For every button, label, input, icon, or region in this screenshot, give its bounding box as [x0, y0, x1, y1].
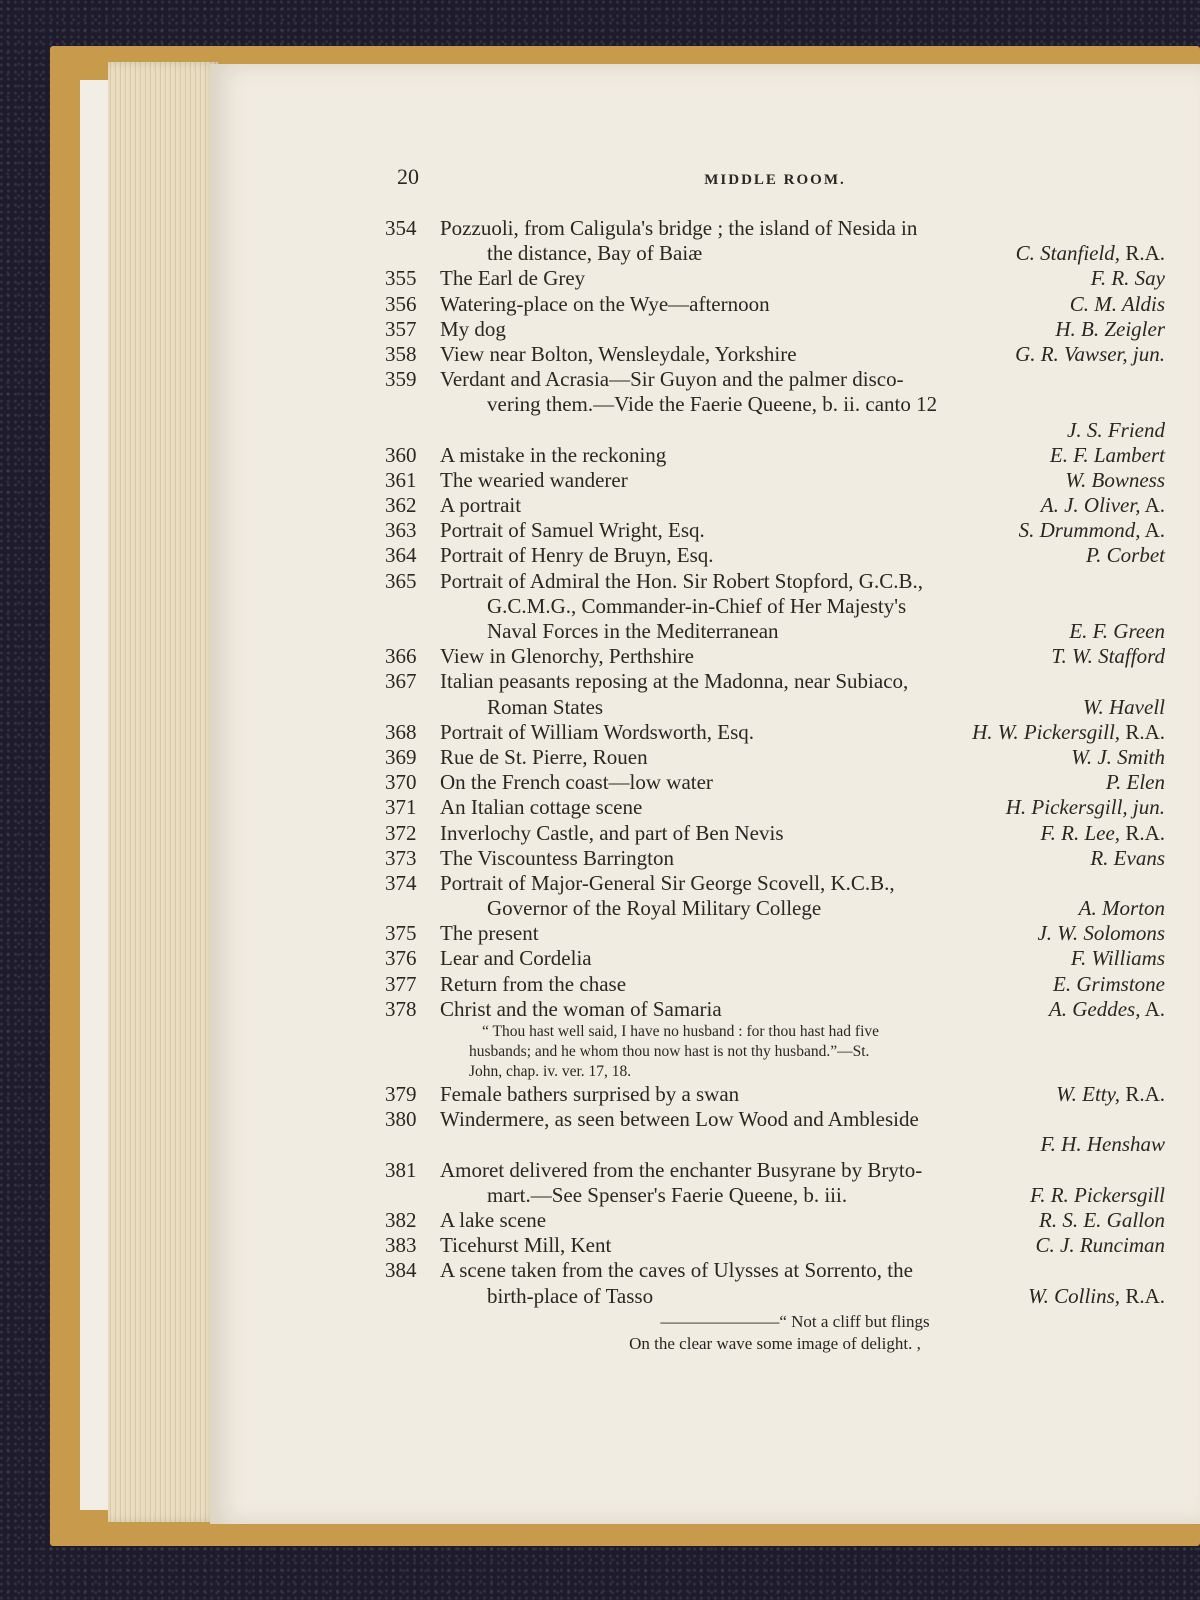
entry-title: Portrait of Samuel Wright, Esq.	[440, 518, 705, 543]
entry-number: 373	[385, 845, 417, 870]
entry-title: A lake scene	[440, 1207, 547, 1232]
entry-artist: E. Grimstone	[1053, 971, 1165, 996]
entry-number: 372	[385, 820, 417, 845]
entry-number: 355	[385, 266, 417, 291]
entry-number: 370	[385, 770, 417, 795]
entry-row	[385, 317, 1165, 342]
entry-number: 357	[385, 316, 417, 341]
entry-artist: W. Bowness	[1065, 467, 1165, 492]
entry-title: Windermere, as seen between Low Wood and Ambleside	[440, 1107, 919, 1132]
entry-number: 378	[385, 996, 417, 1021]
entry-number: 362	[385, 493, 417, 518]
entry-title: Lear and Cordelia	[440, 946, 592, 971]
entry-number: 380	[385, 1107, 417, 1132]
entry-row	[385, 644, 1165, 669]
entry-title: the distance, Bay of Baiæ	[487, 241, 703, 266]
entry-title: The Viscountess Barrington	[440, 845, 674, 870]
entry-artist: P. Corbet	[1086, 543, 1165, 568]
entry-artist: F. H. Henshaw	[1040, 1132, 1165, 1157]
entry-row	[385, 468, 1165, 493]
entry-row	[385, 846, 1165, 871]
poem-line: ———————“ Not a cliff but flings	[660, 1311, 930, 1331]
page-header	[385, 160, 1165, 196]
entry-artist: P. Elen	[1105, 770, 1165, 795]
artist-suffix: R.A.	[1120, 820, 1165, 845]
entry-number: 365	[385, 568, 417, 593]
entry-number: 369	[385, 744, 417, 769]
entry-title: A mistake in the reckoning	[440, 442, 667, 467]
entry-title: Inverlochy Castle, and part of Ben Nevis	[440, 820, 784, 845]
entry-number: 384	[385, 1258, 417, 1283]
entry-title: A scene taken from the caves of Ulysses at Sorrento, the	[440, 1258, 913, 1283]
artist-suffix: A.	[1140, 493, 1165, 518]
entry-row	[385, 418, 1165, 443]
entry-artist: T. W. Stafford	[1051, 644, 1165, 669]
entry-number: 361	[385, 467, 417, 492]
artist-suffix: R.A.	[1120, 1283, 1165, 1308]
entry-row	[385, 367, 1165, 392]
entry-artist: E. F. Lambert	[1049, 442, 1165, 467]
entry-artist: W. Collins, R.A.	[1028, 1283, 1165, 1308]
entry-row	[385, 1258, 1165, 1283]
artist-suffix: A.	[1140, 996, 1165, 1021]
entry-number: 364	[385, 543, 417, 568]
entry-row	[385, 1107, 1165, 1132]
entry-row	[385, 720, 1165, 745]
entry-artist: A. J. Oliver, A.	[1040, 493, 1165, 518]
entry-number: 367	[385, 669, 417, 694]
entry-artist: H. W. Pickersgill, R.A.	[972, 719, 1165, 744]
entry-artist: H. Pickersgill, jun.	[1005, 795, 1165, 820]
entry-row	[385, 997, 1165, 1022]
entry-artist: C. J. Runciman	[1035, 1233, 1165, 1258]
entry-number: 375	[385, 921, 417, 946]
poem-quote	[385, 1311, 1165, 1355]
entry-number: 379	[385, 1082, 417, 1106]
entry-row	[385, 770, 1165, 795]
entry-title: The present	[440, 921, 539, 946]
entry-artist: H. B. Zeigler	[1055, 316, 1165, 341]
entry-title: Portrait of William Wordsworth, Esq.	[440, 719, 754, 744]
entry-number: 376	[385, 946, 417, 971]
entry-row	[385, 972, 1165, 997]
entry-artist: W. Etty, R.A.	[1056, 1082, 1165, 1106]
entry-row	[385, 745, 1165, 770]
entry-artist: C. M. Aldis	[1069, 291, 1165, 316]
entry-artist: R. S. E. Gallon	[1039, 1207, 1165, 1232]
entry-row	[385, 1208, 1165, 1233]
entry-artist: G. R. Vawser, jun.	[1015, 341, 1165, 366]
entry-row	[385, 292, 1165, 317]
entry-artist: F. R. Pickersgill	[1030, 1182, 1165, 1207]
entry-title: Watering-place on the Wye—afternoon	[440, 291, 770, 316]
entry-row	[385, 493, 1165, 518]
entry-number: 358	[385, 341, 417, 366]
entry-row	[385, 569, 1165, 594]
entry-row	[385, 1284, 1165, 1309]
entry-number: 360	[385, 442, 417, 467]
page-edges	[108, 62, 218, 1522]
entry-row	[385, 896, 1165, 921]
running-title: MIDDLE ROOM.	[704, 172, 846, 188]
entry-number: 368	[385, 719, 417, 744]
entry-row	[385, 216, 1165, 241]
entry-artist: J. S. Friend	[1067, 417, 1165, 442]
entry-title: Governor of the Royal Military College	[487, 896, 822, 921]
entry-artist: E. F. Green	[1069, 619, 1165, 643]
entry-title: Ticehurst Mill, Kent	[440, 1233, 612, 1258]
entry-row	[385, 1233, 1165, 1258]
catalogue-entries	[385, 216, 1165, 1355]
entry-row	[385, 1082, 1165, 1107]
entry-title: The Earl de Grey	[440, 266, 586, 291]
entry-title: Pozzuoli, from Caligula's bridge ; the island of Nesida in	[440, 216, 918, 240]
entry-row	[385, 795, 1165, 820]
entry-title: An Italian cottage scene	[440, 795, 643, 820]
entry-number: 363	[385, 518, 417, 543]
entry-title: Rue de St. Pierre, Rouen	[440, 744, 648, 769]
entry-title: Portrait of Henry de Bruyn, Esq.	[440, 543, 714, 568]
entry-row	[385, 392, 1165, 417]
entry-artist: W. Havell	[1082, 694, 1165, 719]
entry-row	[385, 695, 1165, 720]
entry-title: mart.—See Spenser's Faerie Queene, b. iii.	[487, 1182, 848, 1207]
entry-title: My dog	[440, 316, 506, 341]
entry-title: Portrait of Admiral the Hon. Sir Robert Stopford, G.C.B.,	[440, 568, 923, 593]
entry-title: View in Glenorchy, Perthshire	[440, 644, 694, 669]
entry-row	[385, 443, 1165, 468]
entry-title: G.C.M.G., Commander-in-Chief of Her Majesty's	[487, 593, 907, 618]
entry-number: 383	[385, 1233, 417, 1258]
entry-artist: W. J. Smith	[1071, 744, 1165, 769]
entry-row	[385, 518, 1165, 543]
entry-row	[385, 921, 1165, 946]
entry-artist: J. W. Solomons	[1037, 921, 1165, 946]
entry-artist: S. Drummond, A.	[1018, 518, 1165, 543]
entry-number: 381	[385, 1157, 417, 1182]
entry-row	[385, 619, 1165, 644]
entry-row	[385, 266, 1165, 291]
entry-title: Portrait of Major-General Sir George Scovell, K.C.B.,	[440, 870, 895, 895]
artist-suffix: A.	[1140, 518, 1165, 543]
artist-suffix: R.A.	[1120, 719, 1165, 744]
scripture-quote-line: John, chap. iv. ver. 17, 18.	[469, 1063, 632, 1080]
entry-artist: A. Morton	[1078, 896, 1165, 921]
entry-number: 366	[385, 644, 417, 669]
entry-row	[385, 241, 1165, 266]
page-number: 20	[397, 164, 419, 189]
entry-artist: A. Geddes, A.	[1048, 996, 1165, 1021]
entry-artist: R. Evans	[1090, 845, 1165, 870]
entry-row	[385, 821, 1165, 846]
entry-number: 371	[385, 795, 417, 820]
entry-number: 374	[385, 870, 417, 895]
entry-title: birth-place of Tasso	[487, 1283, 654, 1308]
poem-line: On the clear wave some image of delight. ,	[629, 1333, 921, 1353]
entry-title: View near Bolton, Wensleydale, Yorkshire	[440, 341, 797, 366]
artist-suffix: R.A.	[1120, 1082, 1165, 1106]
page-content	[385, 160, 1165, 1355]
entry-number: 382	[385, 1207, 417, 1232]
entry-row	[385, 342, 1165, 367]
entry-row	[385, 871, 1165, 896]
scripture-quote-line: “ Thou hast well said, I have no husband : for thou hast had five	[482, 1023, 880, 1040]
scripture-quote-line: husbands; and he whom thou now hast is not thy husband.”—St.	[469, 1043, 870, 1060]
entry-number: 377	[385, 971, 417, 996]
entry-title: Naval Forces in the Mediterranean	[487, 619, 779, 643]
entry-title: Female bathers surprised by a swan	[440, 1082, 740, 1106]
entry-artist: C. Stanfield, R.A.	[1015, 241, 1165, 266]
entry-row	[385, 669, 1165, 694]
entry-number: 356	[385, 291, 417, 316]
entry-number: 354	[385, 216, 417, 240]
entry-title: Italian peasants reposing at the Madonna, near Subiaco,	[440, 669, 909, 694]
entry-title: A portrait	[440, 493, 522, 518]
entry-title: The wearied wanderer	[440, 467, 628, 492]
entry-row	[385, 1132, 1165, 1157]
entry-row	[385, 1158, 1165, 1183]
entry-row	[385, 1183, 1165, 1208]
entry-title: On the French coast—low water	[440, 770, 713, 795]
entry-title: vering them.—Vide the Faerie Queene, b. ii. canto 12	[487, 392, 938, 417]
entry-title: Verdant and Acrasia—Sir Guyon and the palmer disco-	[440, 367, 904, 392]
artist-suffix: R.A.	[1120, 241, 1165, 266]
entry-number: 359	[385, 367, 417, 392]
entry-title: Christ and the woman of Samaria	[440, 996, 722, 1021]
entry-row	[385, 594, 1165, 619]
entry-artist: F. R. Lee, R.A.	[1040, 820, 1165, 845]
entry-row	[385, 543, 1165, 568]
entry-title: Amoret delivered from the enchanter Busyrane by Bryto-	[440, 1157, 923, 1182]
entry-artist: F. R. Say	[1090, 266, 1165, 291]
entry-row	[385, 946, 1165, 971]
entry-title: Return from the chase	[440, 971, 627, 996]
entry-title: Roman States	[487, 694, 604, 719]
entry-artist: F. Williams	[1070, 946, 1165, 971]
